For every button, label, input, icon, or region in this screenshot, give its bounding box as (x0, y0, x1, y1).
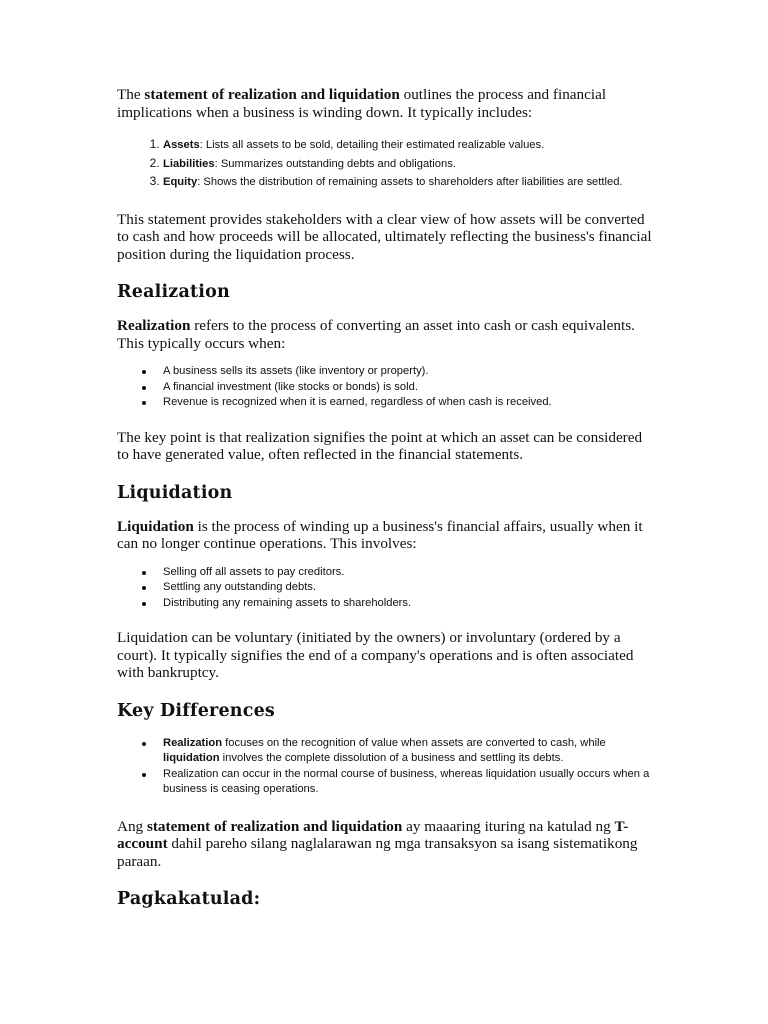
section-heading-liquidation: Liquidation (117, 482, 233, 503)
intro-bold-term: statement of realization and liquidation (144, 86, 400, 103)
intro-suffix: outlines the process and financial implications when a business is winding down. It typically includes: (117, 86, 607, 121)
liquidation-note: Liquidation can be voluntary (initiated by the owners) or involuntary (ordered by a court). It typically signifies the end of a company's operations and is often associated with bankruptcy. (117, 629, 634, 681)
list-item: 2. Liabilities: Summarizes outstanding debts and obligations. (163, 156, 657, 173)
intro-prefix: The (117, 86, 145, 103)
list-item: A business sells its assets (like inventory or property). (163, 364, 657, 380)
list-item: Realization focuses on the recognition of value when assets are converted to cash, while liquidation involves the complete dissolution of a business and settling its debts. (163, 736, 657, 767)
liquidation-definition: Liquidation is the process of winding up a business's financial affairs, usually when it can no longer continue operations. This involves: (117, 517, 643, 552)
list-item: Settling any outstanding debts. (163, 580, 657, 596)
realization-keypoint: The key point is that realization signifies the point at which an asset can be considered to have generated value, often reflected in the financial statements. (117, 428, 643, 463)
list-item: A financial investment (like stocks or bonds) is sold. (163, 380, 657, 396)
section-heading-realization: Realization (117, 282, 230, 302)
intro-paragraph (117, 86, 657, 121)
section-heading-key-differences: Key Differences (117, 700, 275, 721)
document-page (117, 86, 657, 910)
list-item: Selling off all assets to pay creditors. (163, 565, 657, 581)
list-item: Distributing any remaining assets to shareholders. (163, 596, 657, 612)
list-item: Realization can occur in the normal course of business, whereas liquidation usually occurs when a business is ceasing operations. (163, 767, 657, 798)
realization-definition: Realization refers to the process of converting an asset into cash or cash equivalents. This typically occurs when: (117, 317, 635, 352)
tagalog-paragraph: Ang statement of realization and liquidation ay maaaring ituring na katulad ng T-account dahil pareho silang naglalarawan ng mga transaksyon sa isang sistematikong paraan. (117, 817, 638, 870)
summary-paragraph: This statement provides stakeholders with a clear view of how assets will be converted to cash and how proceeds will be allocated, ultimately reflecting the business's financial position during the liquidation process. (117, 210, 652, 263)
list-item: 1. Assets: Lists all assets to be sold, detailing their estimated realizable values. (163, 137, 657, 154)
components-list (117, 137, 657, 191)
list-item: Revenue is recognized when it is earned, regardless of when cash is received. (163, 395, 657, 411)
differences-list (117, 736, 657, 798)
realization-list (117, 364, 657, 411)
liquidation-list (117, 565, 657, 612)
list-item: 3. Equity: Shows the distribution of remaining assets to shareholders after liabilities are settled. (163, 174, 657, 191)
section-heading-pagkakatulad: Pagkakatulad: (117, 889, 261, 909)
